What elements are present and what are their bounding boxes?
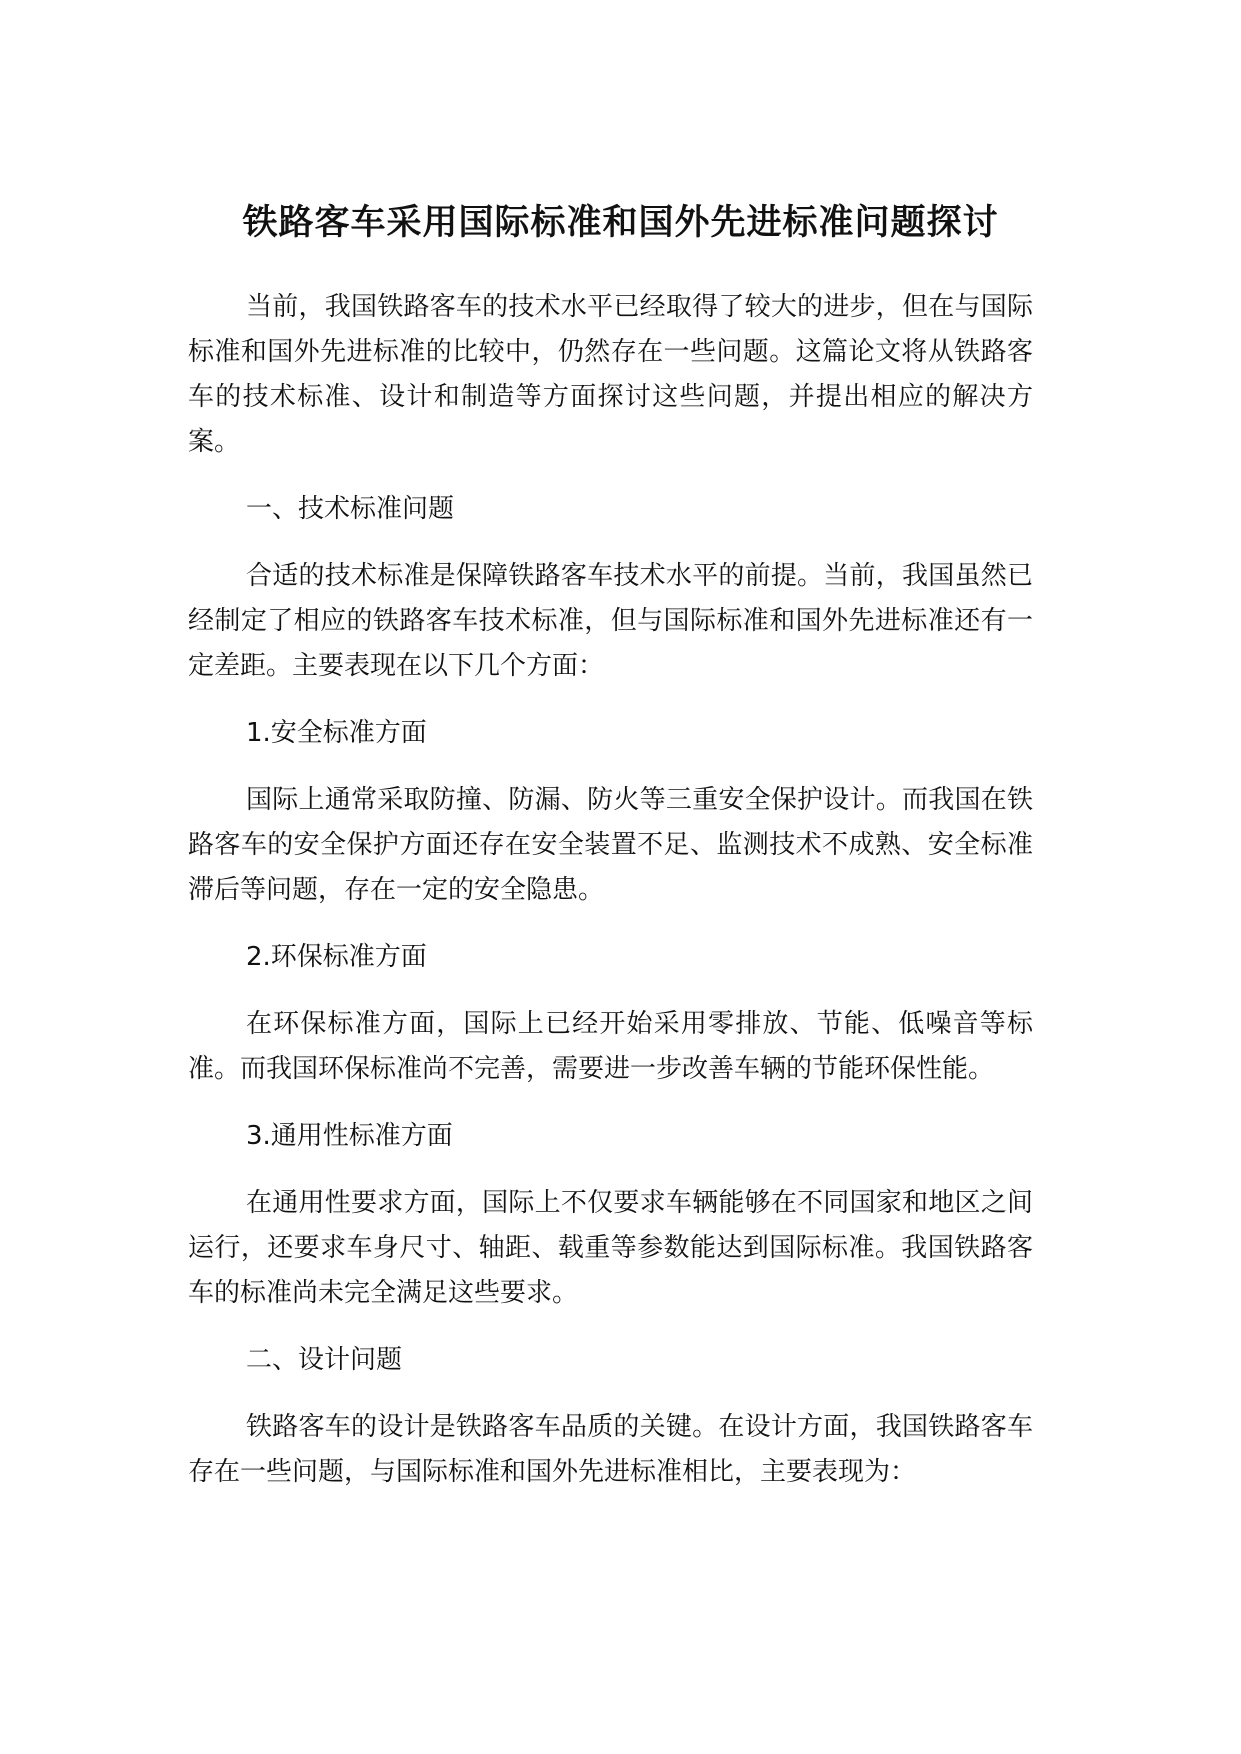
design-paragraph: 铁路客车的设计是铁路客车品质的关键。在设计方面，我国铁路客车存在一些问题，与国际标准和国外先进标准相比，主要表现为： xyxy=(188,1412,1033,1487)
subheading-safety-standards: 1.安全标准方面 xyxy=(246,718,427,748)
document-body xyxy=(188,285,1033,1517)
subheading-universality-standards: 3.通用性标准方面 xyxy=(246,1121,453,1151)
safety-standards-paragraph: 国际上通常采取防撞、防漏、防火等三重安全保护设计。而我国在铁路客车的安全保护方面还存在安全装置不足、监测技术不成熟、安全标准滞后等问题，存在一定的安全隐患。 xyxy=(188,785,1033,905)
technical-standards-paragraph: 合适的技术标准是保障铁路客车技术水平的前提。当前，我国虽然已经制定了相应的铁路客车技术标准，但与国际标准和国外先进标准还有一定差距。主要表现在以下几个方面： xyxy=(188,561,1033,681)
section-heading-design: 二、设计问题 xyxy=(246,1345,403,1375)
document-title: 铁路客车采用国际标准和国外先进标准问题探讨 xyxy=(242,203,999,244)
section-heading-technical-standards: 一、技术标准问题 xyxy=(246,494,455,524)
environmental-standards-paragraph: 在环保标准方面，国际上已经开始采用零排放、节能、低噪音等标准。而我国环保标准尚不完善，需要进一步改善车辆的节能环保性能。 xyxy=(188,1009,1033,1084)
intro-paragraph: 当前，我国铁路客车的技术水平已经取得了较大的进步，但在与国际标准和国外先进标准的比较中，仍然存在一些问题。这篇论文将从铁路客车的技术标准、设计和制造等方面探讨这些问题，并提出相应的解决方案。 xyxy=(188,292,1033,457)
subheading-environmental-standards: 2.环保标准方面 xyxy=(246,942,427,972)
universality-standards-paragraph: 在通用性要求方面，国际上不仅要求车辆能够在不同国家和地区之间运行，还要求车身尺寸、轴距、载重等参数能达到国际标准。我国铁路客车的标准尚未完全满足这些要求。 xyxy=(188,1188,1033,1308)
